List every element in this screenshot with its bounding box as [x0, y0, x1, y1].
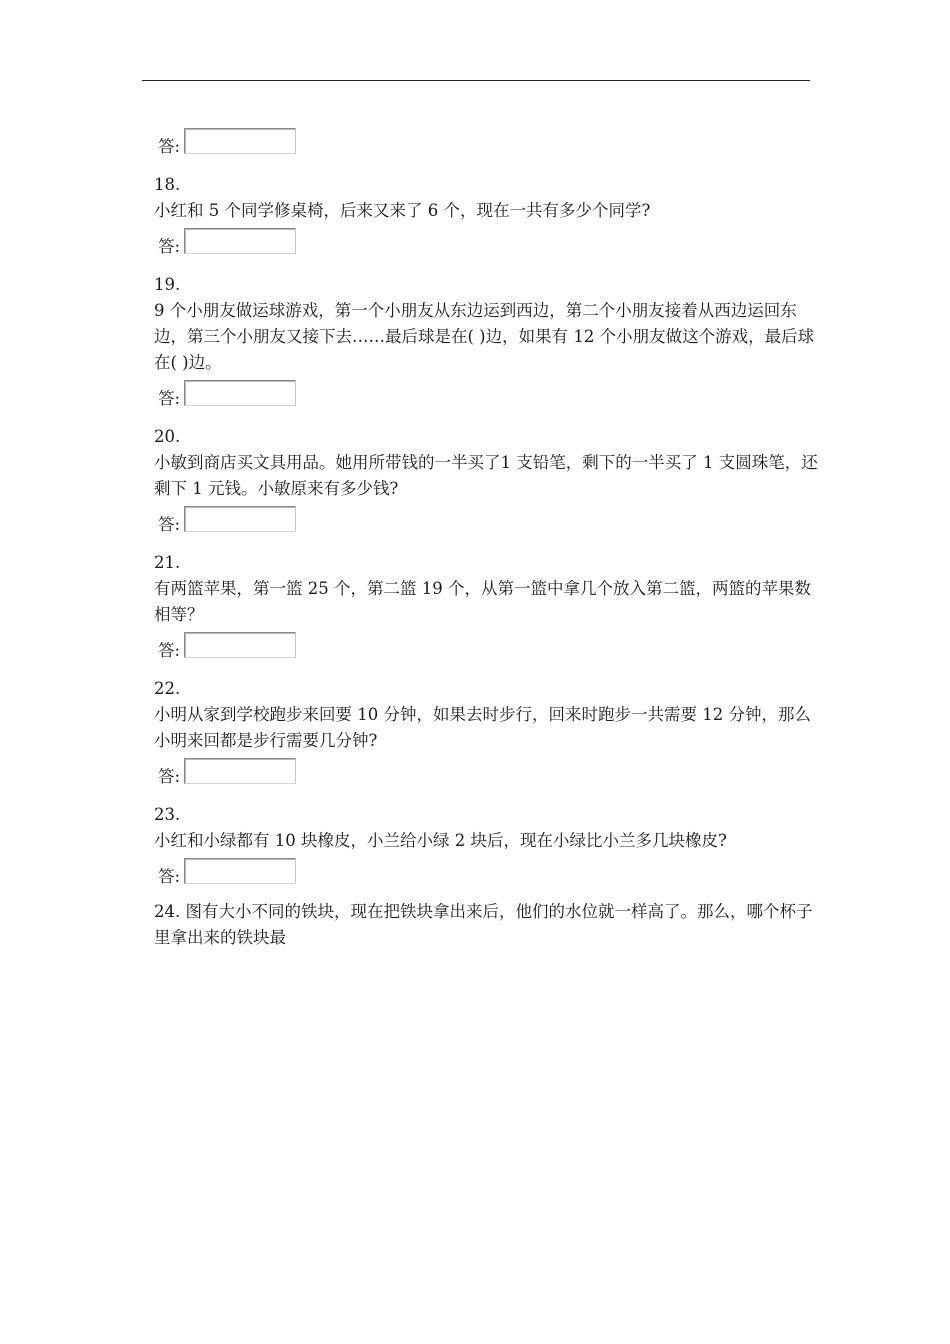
question-text: 小红和小绿都有 10 块橡皮，小兰给小绿 2 块后，现在小绿比小兰多几块橡皮?: [154, 831, 727, 850]
answer-row-23: [158, 854, 822, 887]
question-21: [154, 550, 822, 661]
question-text: 小明从家到学校跑步来回要 10 分钟，如果去时步行，回来时跑步一共需要 12 分钟，那么小明来回都是步行需要几分钟?: [154, 705, 811, 750]
answer-input-22[interactable]: [184, 758, 296, 784]
answer-input-20[interactable]: [184, 506, 296, 532]
question-text: 24. 图有大小不同的铁块，现在把铁块拿出来后，他们的水位就一样高了。那么，哪个杯子里拿出来的铁块最: [154, 902, 813, 947]
question-number: 21.: [154, 553, 181, 572]
question-number: 18.: [154, 175, 181, 194]
question-text: 有两篮苹果，第一篮 25 个，第二篮 19 个，从第一篮中拿几个放入第二篮，两篮的苹果数相等？: [154, 579, 811, 624]
answer-label: 答:: [158, 237, 181, 256]
question-number: 23.: [154, 805, 181, 824]
answer-label: 答:: [158, 389, 181, 408]
question-18: [154, 172, 822, 257]
question-text: 9 个小朋友做运球游戏，第一个小朋友从东边运到西边，第二个小朋友接着从西边运回东边，第三个小朋友又接下去……最后球是在( )边，如果有 12 个小朋友做这个游戏，最后球在( )边。: [154, 301, 815, 372]
question-list: [154, 124, 822, 951]
answer-row-17: [158, 124, 822, 157]
question-19: [154, 272, 822, 409]
question-20: [154, 424, 822, 535]
answer-input-18[interactable]: [184, 228, 296, 254]
question-number: 20.: [154, 427, 181, 446]
answer-label: 答:: [158, 767, 181, 786]
header-rule: [142, 80, 810, 81]
answer-input-19[interactable]: [184, 380, 296, 406]
question-24: [154, 899, 822, 951]
answer-label: 答:: [158, 515, 181, 534]
question-text: 小敏到商店买文具用品。她用所带钱的一半买了1 支铅笔，剩下的一半买了 1 支圆珠笔，还剩下 1 元钱。小敏原来有多少钱?: [154, 453, 818, 498]
answer-row-19: [158, 376, 822, 409]
answer-label: 答:: [158, 137, 181, 156]
question-number: 19.: [154, 275, 181, 294]
answer-input-21[interactable]: [184, 632, 296, 658]
question-22: [154, 676, 822, 787]
answer-row-22: [158, 754, 822, 787]
question-text: 小红和 5 个同学修桌椅，后来又来了 6 个，现在一共有多少个同学?: [154, 201, 651, 220]
answer-row-20: [158, 502, 822, 535]
answer-row-21: [158, 628, 822, 661]
answer-row-18: [158, 224, 822, 257]
answer-input-17[interactable]: [184, 128, 296, 154]
question-23: [154, 802, 822, 887]
answer-label: 答:: [158, 867, 181, 886]
question-number: 22.: [154, 679, 181, 698]
answer-label: 答:: [158, 641, 181, 660]
answer-input-23[interactable]: [184, 858, 296, 884]
